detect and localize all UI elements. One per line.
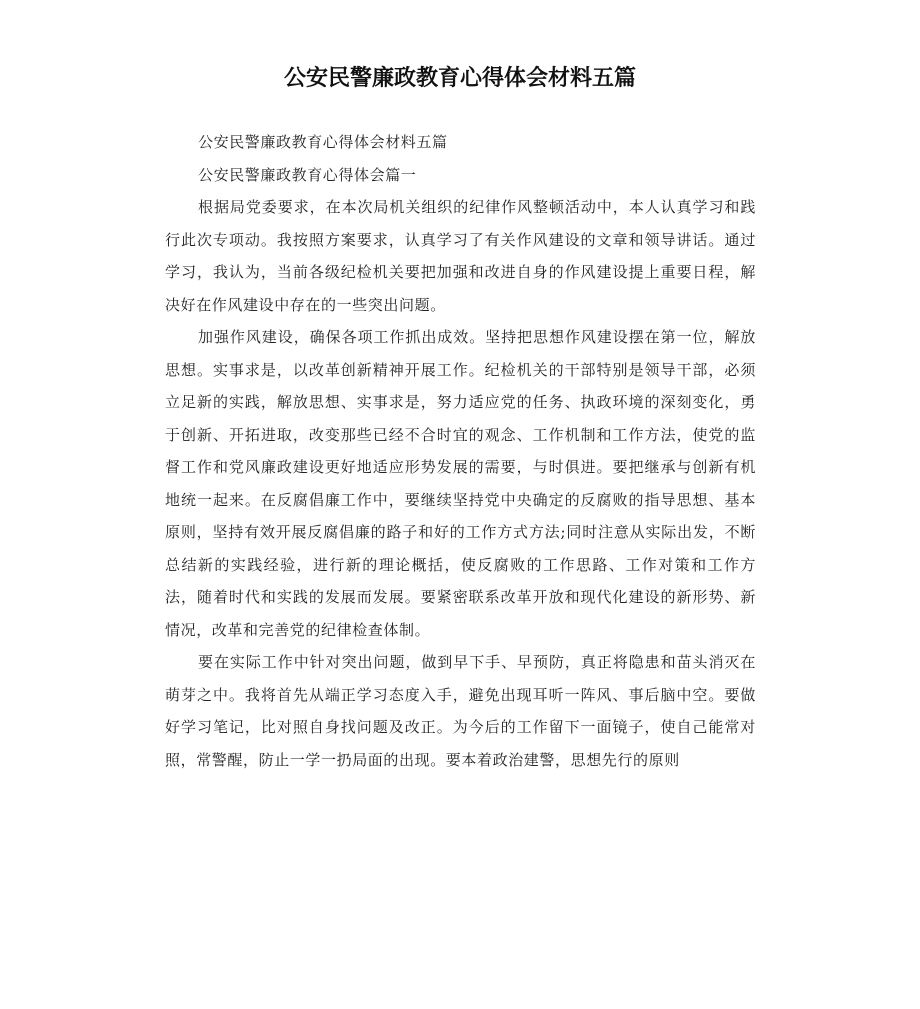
document-body [165, 126, 756, 776]
paragraph-section-heading: 公安民警廉政教育心得体会篇一 [198, 165, 417, 184]
paragraph-2: 加强作风建设，确保各项工作抓出成效。坚持把思想作风建设摆在第一位，解放思想。实事求是，以改革创新精神开展工作。纪检机关的干部特别是领导干部，必须立足新的实践，解放思想、实事求是，努力适应党的任务、执政环境的深刻变化，勇于创新、开拓进取，改变那些已经不合时宜的观念、工作机制和工作方法，使党的监督工作和党风廉政建设更好地适应形势发展的需要，与时俱进。要把继承与创新有机地统一起来。在反腐倡廉工作中，要继续坚持党中央确定的反腐败的指导思想、基本原则，坚持有效开展反腐倡廉的路子和好的工作方式方法;同时注意从实际出发，不断总结新的实践经验，进行新的理论概括，使反腐败的工作思路、工作对策和工作方法，随着时代和实践的发展而发展。要紧密联系改革开放和现代化建设的新形势、新情况，改革和完善党的纪律检查体制。 [165, 328, 756, 639]
document-title: 公安民警廉政教育心得体会材料五篇 [283, 66, 636, 91]
paragraph-1: 根据局党委要求，在本次局机关组织的纪律作风整顿活动中，本人认真学习和践行此次专项动。我按照方案要求，认真学习了有关作风建设的文章和领导讲话。通过学习，我认为，当前各级纪检机关要把加强和改进自身的作风建设提上重要日程，解决好在作风建设中存在的一些突出问题。 [165, 198, 756, 314]
paragraph-3: 要在实际工作中针对突出问题，做到早下手、早预防，真正将隐患和苗头消灭在萌芽之中。我将首先从端正学习态度入手，避免出现耳听一阵风、事后脑中空。要做好学习笔记，比对照自身找问题及改正。为今后的工作留下一面镜子，使自己能常对照，常警醒，防止一学一扔局面的出现。要本着政治建警，思想先行的原则 [165, 653, 756, 769]
paragraph-subtitle: 公安民警廉政教育心得体会材料五篇 [198, 133, 448, 151]
